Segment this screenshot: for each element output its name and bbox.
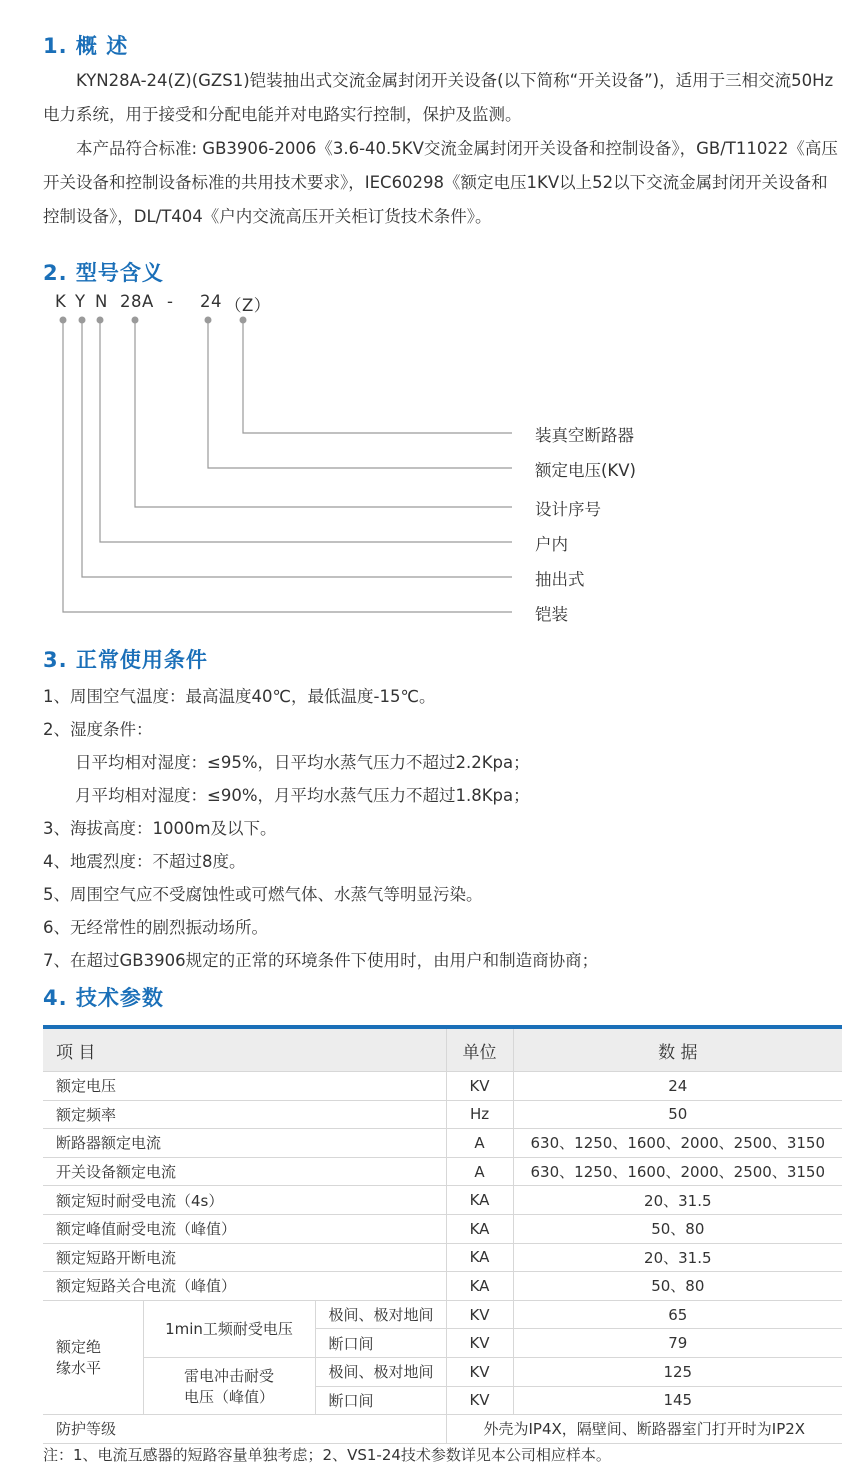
row-unit: KA — [446, 1243, 513, 1272]
dot-k — [60, 317, 67, 324]
standards-paragraph: 本产品符合标准: GB3906-2006《3.6-40.5KV交流金属封闭开关设备和控制设备》，GB/T11022《高压开关设备和控制设备标准的共用技术要求》，IEC60298《额定电压1KV以上52以下交流金属封闭开关设备和控制设备》，DL/T404《户内交流高压开关柜订货技术条件》。 — [43, 139, 838, 226]
row-item: 额定短时耐受电流（4s） — [43, 1186, 446, 1215]
table-row — [43, 1157, 842, 1186]
row-value: 50 — [513, 1100, 842, 1129]
condition-seismic: 4、地震烈度：不超过8度。 — [43, 852, 246, 871]
row-unit: KV — [446, 1329, 513, 1358]
model-voltage: 24 — [200, 292, 222, 311]
table-row — [43, 1186, 842, 1215]
table-row — [43, 1072, 842, 1101]
row-item: 额定短路开断电流 — [43, 1243, 446, 1272]
dot-design — [132, 317, 139, 324]
dot-voltage — [205, 317, 212, 324]
sub-item: 极间、极对地间 — [315, 1300, 446, 1329]
legend-indoor: 户内 — [535, 535, 568, 554]
insulation-label — [43, 1300, 143, 1414]
insulation-label-line-1: 额定绝 — [56, 1338, 102, 1357]
table-note: 注：1、电流互感器的短路容量单独考虑；2、VS1-24技术参数详见本公司相应样本。 — [43, 1446, 611, 1464]
model-dash: - — [167, 292, 174, 311]
dot-n — [97, 317, 104, 324]
table-row — [43, 1415, 842, 1444]
legend-withdrawable: 抽出式 — [535, 570, 585, 589]
row-item: 额定峰值耐受电流（峰值） — [43, 1214, 446, 1243]
model-diagram — [0, 0, 868, 640]
row-value: 20、31.5 — [513, 1243, 842, 1272]
row-unit: KV — [446, 1386, 513, 1415]
row-unit: A — [446, 1129, 513, 1158]
condition-humidity-daily: 日平均相对湿度：≤95%，日平均水蒸气压力不超过2.2Kpa； — [75, 753, 530, 772]
row-unit: A — [446, 1157, 513, 1186]
table-row — [43, 1214, 842, 1243]
sub-item: 极间、极对地间 — [315, 1357, 446, 1386]
condition-humidity-monthly: 月平均相对湿度：≤90%，月平均水蒸气压力不超过1.8Kpa； — [75, 786, 530, 805]
lightning-label-line-1: 雷电冲击耐受 — [183, 1367, 274, 1386]
sub-item: 断口间 — [315, 1329, 446, 1358]
row-item: 开关设备额定电流 — [43, 1157, 446, 1186]
row-unit: KV — [446, 1072, 513, 1101]
row-item: 额定电压 — [43, 1072, 446, 1101]
table-row — [43, 1300, 842, 1329]
row-item: 断路器额定电流 — [43, 1129, 446, 1158]
condition-altitude: 3、海拔高度：1000m及以下。 — [43, 819, 277, 838]
connector-rated-voltage — [208, 320, 512, 468]
overview-paragraph: KYN28A-24(Z)(GZS1)铠装抽出式交流金属封闭开关设备(以下简称“开关设备”)，适用于三相交流50Hz电力系统，用于接受和分配电能并对电路实行控制，保护及监测。 — [43, 71, 834, 124]
condition-temperature: 1、周围空气温度：最高温度40℃，最低温度-15℃。 — [43, 687, 436, 706]
row-item: 额定频率 — [43, 1100, 446, 1129]
row-unit: KV — [446, 1300, 513, 1329]
section-1-title: 1. 概 述 — [43, 34, 129, 58]
lightning-impulse-label — [143, 1357, 315, 1414]
table-row — [43, 1129, 842, 1158]
protection-value: 外壳为IP4X，隔壁间、断路器室门打开时为IP2X — [446, 1415, 842, 1444]
dot-z — [240, 317, 247, 324]
row-unit: KV — [446, 1357, 513, 1386]
row-unit: Hz — [446, 1100, 513, 1129]
header-data: 数 据 — [513, 1027, 842, 1072]
row-unit: KA — [446, 1272, 513, 1301]
legend-rated-voltage: 额定电压(KV) — [535, 461, 636, 480]
row-item: 额定短路关合电流（峰值） — [43, 1272, 446, 1301]
connector-design-number — [135, 320, 512, 507]
model-design-number: 28A — [120, 292, 154, 311]
table-row — [43, 1243, 842, 1272]
model-letter-k: K — [55, 292, 67, 311]
table-row — [43, 1272, 842, 1301]
sub-item: 断口间 — [315, 1386, 446, 1415]
row-value: 24 — [513, 1072, 842, 1101]
row-unit: KA — [446, 1186, 513, 1215]
power-frequency-label: 1min工频耐受电压 — [143, 1300, 315, 1357]
row-unit: KA — [446, 1214, 513, 1243]
row-value: 145 — [513, 1386, 842, 1415]
legend-design-number: 设计序号 — [535, 500, 601, 519]
model-z: （Z） — [225, 296, 271, 315]
header-unit: 单位 — [446, 1027, 513, 1072]
row-value: 50、80 — [513, 1272, 842, 1301]
row-value: 630、1250、1600、2000、2500、3150 — [513, 1157, 842, 1186]
row-value: 65 — [513, 1300, 842, 1329]
table-row — [43, 1357, 842, 1386]
protection-item: 防护等级 — [43, 1415, 446, 1444]
model-letter-n: N — [95, 292, 108, 311]
connector-vacuum-breaker — [243, 320, 512, 433]
condition-humidity: 2、湿度条件： — [43, 720, 153, 739]
model-letter-y: Y — [75, 292, 86, 311]
section-2-title: 2. 型号含义 — [43, 261, 164, 285]
lightning-label-line-2: 电压（峰值） — [183, 1388, 274, 1407]
table-row — [43, 1100, 842, 1129]
dot-y — [79, 317, 86, 324]
header-item: 项 目 — [43, 1027, 446, 1072]
row-value: 50、80 — [513, 1214, 842, 1243]
legend-armored: 铠装 — [535, 605, 568, 624]
condition-pollution: 5、周围空气应不受腐蚀性或可燃气体、水蒸气等明显污染。 — [43, 885, 483, 904]
section-3-title: 3. 正常使用条件 — [43, 648, 208, 672]
table-header-row — [43, 1027, 842, 1072]
row-value: 79 — [513, 1329, 842, 1358]
row-value: 630、1250、1600、2000、2500、3150 — [513, 1129, 842, 1158]
row-value: 125 — [513, 1357, 842, 1386]
connector-indoor — [100, 320, 512, 542]
legend-vacuum-breaker: 装真空断路器 — [535, 426, 634, 445]
connector-armored — [63, 320, 512, 612]
tech-params-table — [43, 1025, 842, 1444]
section-4-title: 4. 技术参数 — [43, 986, 164, 1010]
row-value: 20、31.5 — [513, 1186, 842, 1215]
condition-negotiation: 7、在超过GB3906规定的正常的环境条件下使用时，由用户和制造商协商； — [43, 951, 599, 970]
condition-vibration: 6、无经常性的剧烈振动场所。 — [43, 918, 268, 937]
insulation-label-line-2: 缘水平 — [56, 1359, 102, 1378]
connector-withdrawable — [82, 320, 512, 577]
